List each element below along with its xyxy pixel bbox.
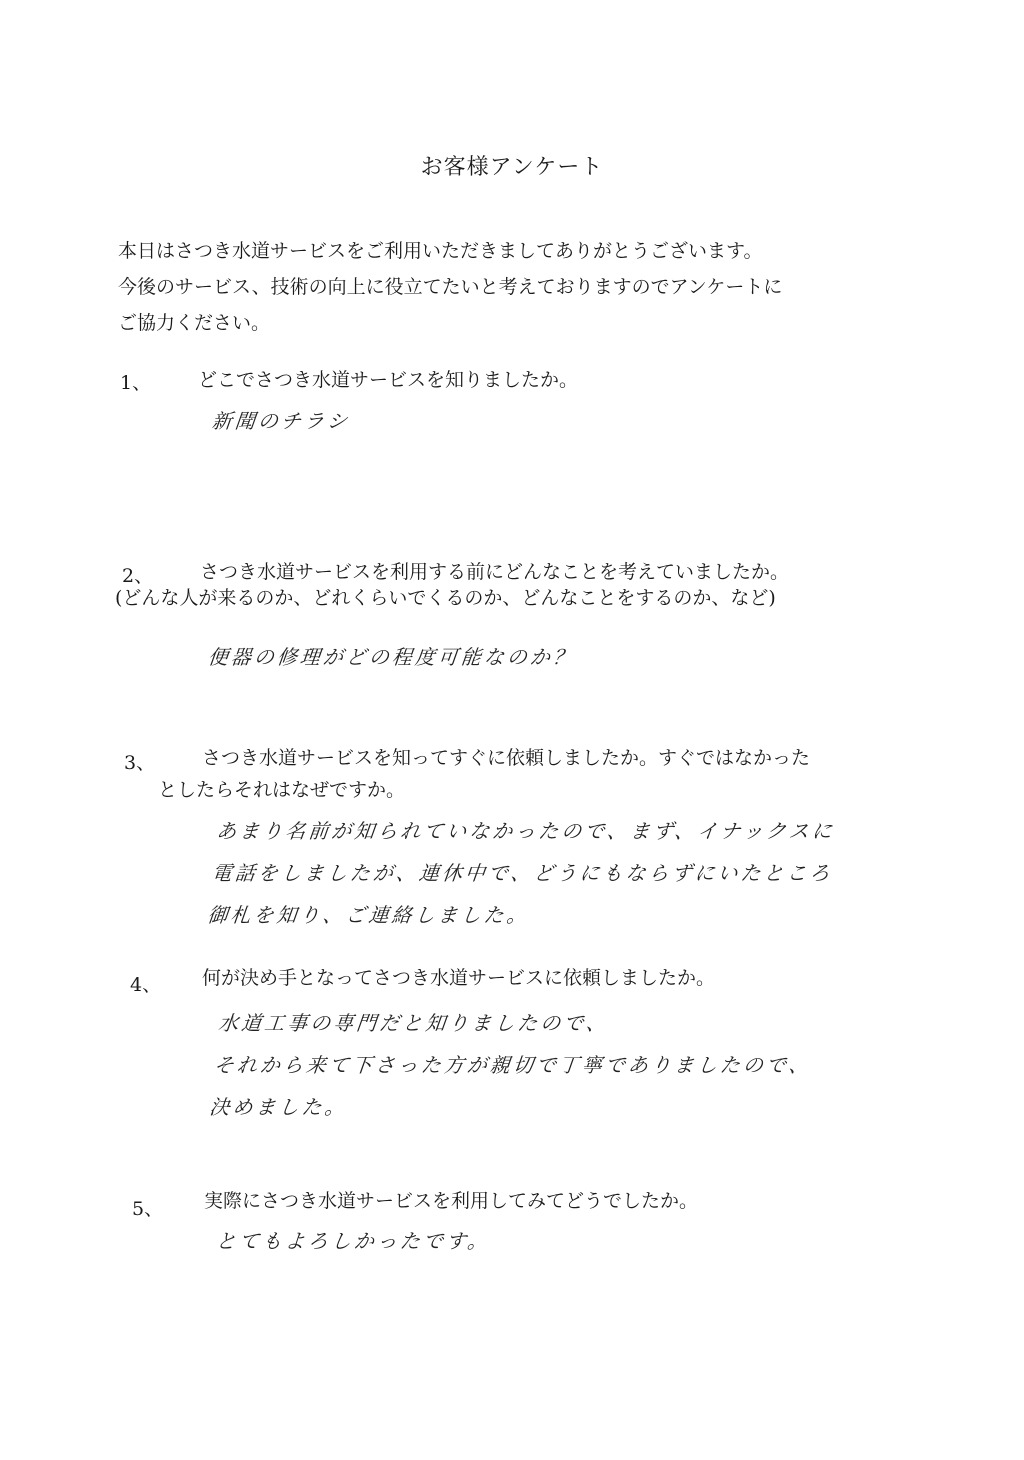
intro-line: 本日はさつき水道サービスをご利用いただきましてありがとうございます。 xyxy=(118,240,763,262)
intro-line: 今後のサービス、技術の向上に役立てたいと考えておりますのでアンケートに xyxy=(118,276,783,298)
answer-3-line: 電話をしましたが、連休中で、どうにもならずにいたところ xyxy=(210,861,834,885)
answer-5-line: とてもよろしかったです。 xyxy=(214,1229,492,1253)
survey-title: お客様アンケート xyxy=(420,155,604,180)
answer-2 xyxy=(206,636,578,678)
answer-3-line: あまり名前が知られていなかったので、まず、イナックスに xyxy=(215,819,837,843)
question-3-text: さつき水道サービスを知ってすぐに依頼しましたか。すぐではなかった xyxy=(202,747,811,769)
question-4-text: 何が決め手となってさつき水道サービスに依頼しましたか。 xyxy=(202,967,716,989)
intro-paragraph xyxy=(118,233,908,341)
answer-2-line: 便器の修理がどの程度可能なのか？ xyxy=(206,645,578,669)
question-1-number: 1、 xyxy=(120,372,152,394)
question-2-subtext: (どんな人が来るのか、どれくらいでくるのか、どんなことをするのか、など) xyxy=(115,587,776,609)
answer-4-line: それから来て下さった方が親切で丁寧でありましたので、 xyxy=(212,1053,813,1077)
question-2-number: 2、 xyxy=(122,565,154,587)
answer-5 xyxy=(214,1220,493,1262)
question-1-text: どこでさつき水道サービスを知りましたか。 xyxy=(198,369,579,391)
answer-4-line: 決めました。 xyxy=(208,1095,349,1119)
question-2-text: さつき水道サービスを利用する前にどんなことを考えていましたか。 xyxy=(200,561,790,583)
intro-line: ご協力ください。 xyxy=(118,312,271,334)
question-5-text: 実際にさつき水道サービスを利用してみてどうでしたか。 xyxy=(204,1190,699,1212)
answer-1 xyxy=(210,400,352,442)
question-3-number: 3、 xyxy=(124,752,156,774)
question-5-number: 5、 xyxy=(132,1198,164,1220)
question-3-subtext: としたらそれはなぜですか。 xyxy=(158,779,406,801)
answer-3 xyxy=(205,810,839,936)
answer-3-line: 御札を知り、ご連絡しました。 xyxy=(206,903,531,927)
answer-4-line: 水道工事の専門だと知りましたので、 xyxy=(217,1011,611,1035)
answer-4 xyxy=(207,1002,818,1128)
answer-1-line: 新聞のチラシ xyxy=(210,409,352,433)
question-4-number: 4、 xyxy=(130,974,162,996)
